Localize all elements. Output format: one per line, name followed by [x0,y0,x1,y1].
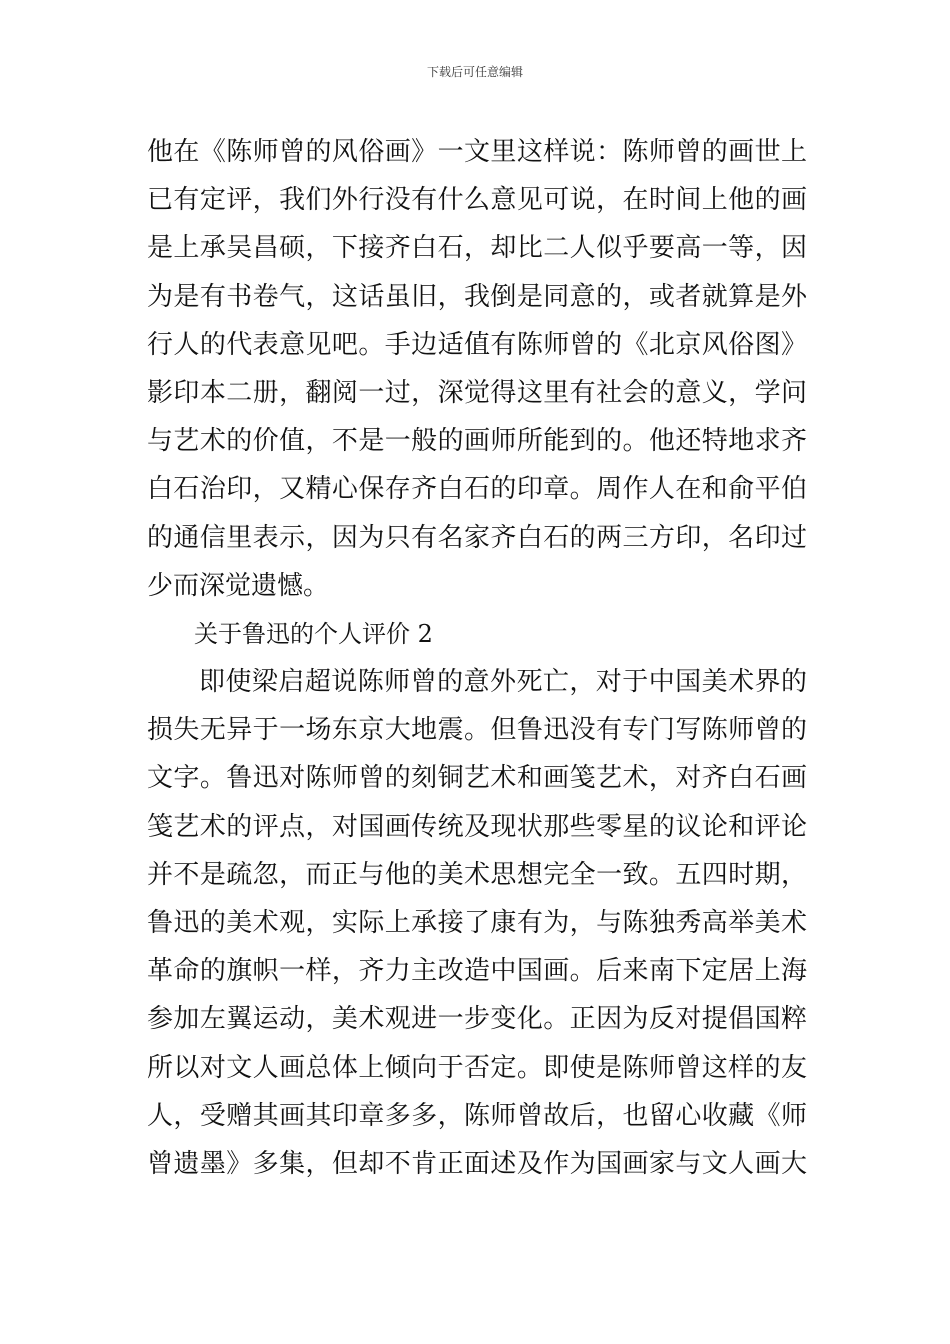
paragraph-1-line: 影印本二册，翻阅一过，深觉得这里有社会的意义，学问 [147,377,807,408]
paragraph-1-line: 与艺术的价值，不是一般的画师所能到的。他还特地求齐 [147,426,807,457]
paragraph-1-line: 行人的代表意见吧。手边适值有陈师曾的《北京风俗图》 [147,329,807,360]
paragraph-2-line: 人，受赠其画其印章多多，陈师曾故后，也留心收藏《师 [147,1100,807,1131]
paragraph-2-line: 笺艺术的评点，对国画传统及现状那些零星的议论和评论 [147,811,807,842]
paragraph-2-line: 曾遗墨》多集，但却不肯正面述及作为国画家与文人画大 [147,1148,807,1179]
paragraph-2-line: 即使梁启超说陈师曾的意外死亡，对于中国美术界的 [199,667,807,698]
paragraph-2-line: 革命的旗帜一样，齐力主改造中国画。后来南下定居上海 [147,956,807,987]
document-body [147,128,807,1188]
paragraph-1-line: 已有定评，我们外行没有什么意见可说，在时间上他的画 [147,185,807,216]
section-heading: 关于鲁迅的个人评价 2 [194,619,433,648]
paragraph-2-line: 所以对文人画总体上倾向于否定。即使是陈师曾这样的友 [147,1052,807,1083]
paragraph-1-line: 为是有书卷气，这话虽旧，我倒是同意的，或者就算是外 [147,281,807,312]
page-header: 下载后可任意编辑 [426,65,523,79]
paragraph-2-line: 鲁迅的美术观，实际上承接了康有为，与陈独秀高举美术 [147,908,807,938]
paragraph-1-line: 他在《陈师曾的风俗画》一文里这样说：陈师曾的画世上 [147,137,807,167]
paragraph-1-line: 的通信里表示，因为只有名家齐白石的两三方印，名印过 [147,522,807,553]
paragraph-1-line: 少而深觉遗憾。 [147,570,330,601]
paragraph-2-line: 文字。鲁迅对陈师曾的刻铜艺术和画笺艺术，对齐白石画 [147,763,807,794]
paragraph-1-line: 是上承吴昌硕，下接齐白石，却比二人似乎要高一等，因 [147,233,807,264]
paragraph-2-line: 并不是疏忽，而正与他的美术思想完全一致。五四时期， [147,859,807,890]
paragraph-2-line: 损失无异于一场东京大地震。但鲁迅没有专门写陈师曾的 [147,715,807,746]
paragraph-1-line: 白石治印，又精心保存齐白石的印章。周作人在和俞平伯 [147,474,807,505]
paragraph-2-line: 参加左翼运动，美术观进一步变化。正因为反对提倡国粹 [147,1004,807,1035]
